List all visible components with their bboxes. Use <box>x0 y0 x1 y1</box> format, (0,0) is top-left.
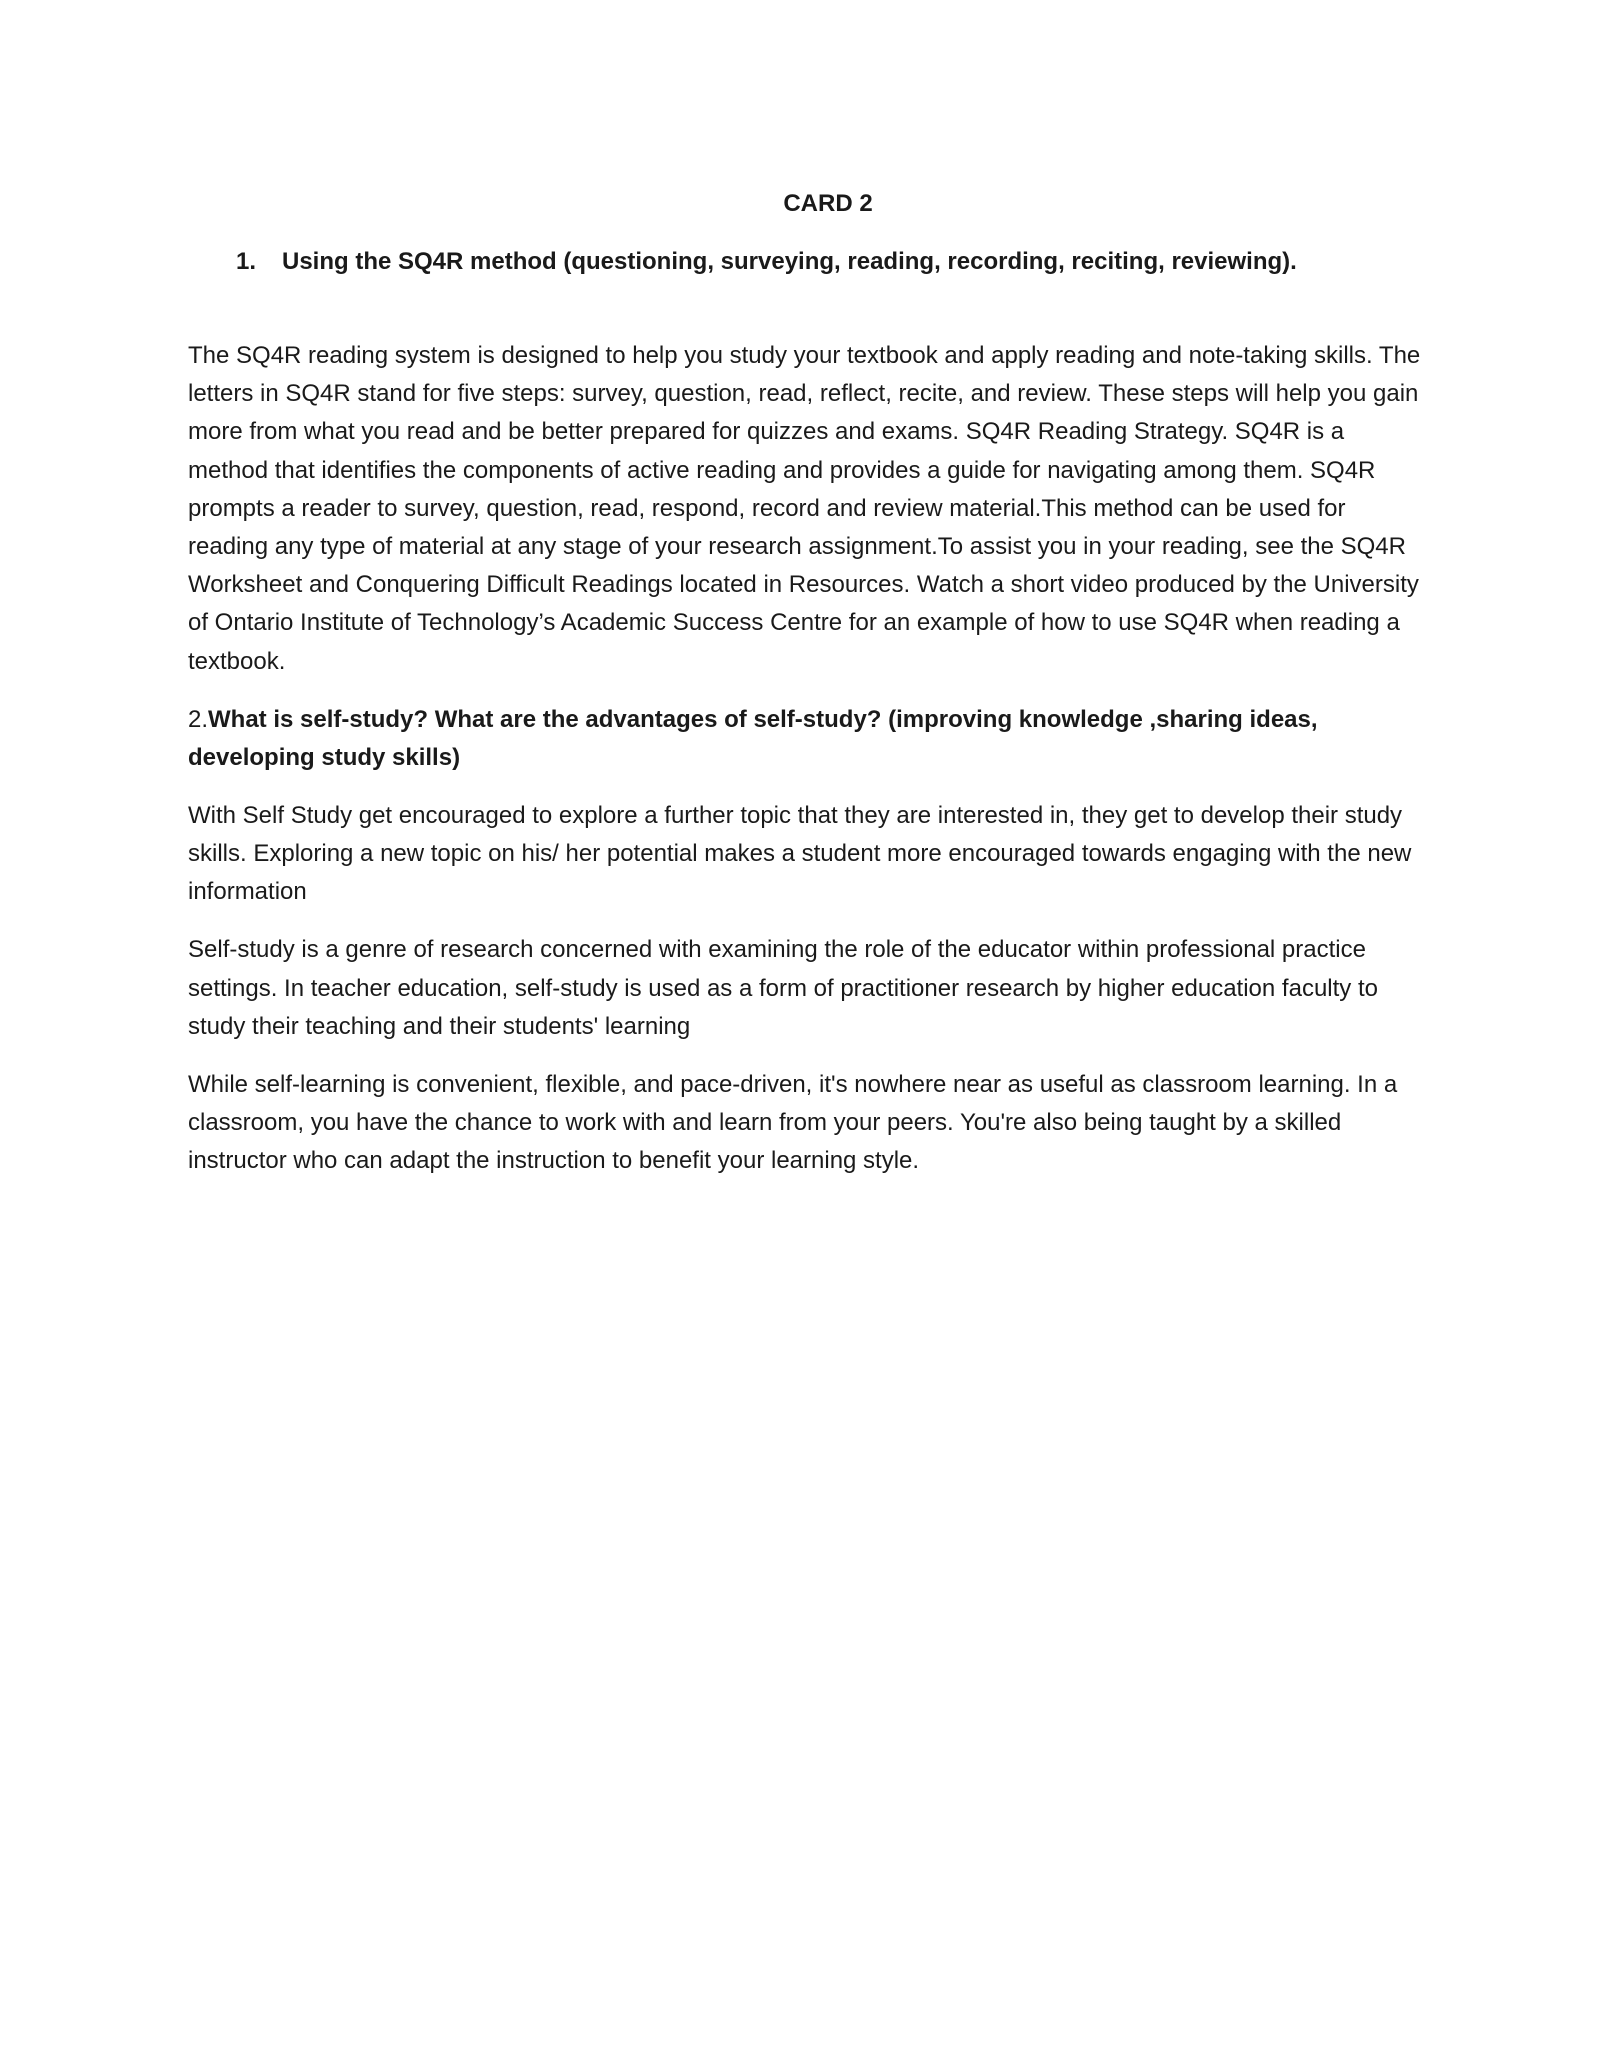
answer-2-paragraph-2: Self-study is a genre of research concerned with examining the role of the educator within professional practice settings. In teacher education, self-study is used as a form of practitioner research by higher education faculty to study their teaching and their students' learning <box>188 936 1378 1040</box>
question-2-number: 2. <box>188 705 209 733</box>
question-1-number: 1. <box>236 248 257 275</box>
question-1-text: Using the SQ4R method (questioning, surveying, reading, recording, reciting, reviewing). <box>282 248 1297 275</box>
document-content <box>188 185 1424 1201</box>
answer-2-paragraph-1: With Self Study get encouraged to explore a further topic that they are interested in, they get to develop their study skills. Exploring a new topic on his/ her potential makes a student more encouraged towards engaging with the new information <box>188 801 1412 906</box>
answer-1-paragraph: The SQ4R reading system is designed to help you study your textbook and apply reading and note-taking skills. The letters in SQ4R stand for five steps: survey, question, read, reflect, recite, and review. These steps will help you gain more from what you read and be better prepared for quizzes and exams. SQ4R Reading Strategy. SQ4R is a method that identifies the components of active reading and provides a guide for navigating among them. SQ4R prompts a reader to survey, question, read, respond, record and review material.This method can be used for reading any type of material at any stage of your research assignment.To assist you in your reading, see the SQ4R Worksheet and Conquering Difficult Readings located in Resources. Watch a short video produced by the University of Ontario Institute of Technology’s Academic Success Centre for an example of how to use SQ4R when reading a textbook. <box>188 342 1421 675</box>
question-2-text: What is self-study? What are the advantages of self-study? (improving knowledge ,sharing ideas, developing study skills) <box>188 705 1318 771</box>
question-2 <box>188 701 1424 777</box>
card-title: CARD 2 <box>783 190 873 217</box>
answer-2-paragraph-3: While self-learning is convenient, flexible, and pace-driven, it's nowhere near as useful as classroom learning. In a classroom, you have the chance to work with and learn from your peers. You're also being taught by a skilled instructor who can adapt the instruction to benefit your learning style. <box>188 1071 1398 1175</box>
question-1 <box>188 243 1424 281</box>
